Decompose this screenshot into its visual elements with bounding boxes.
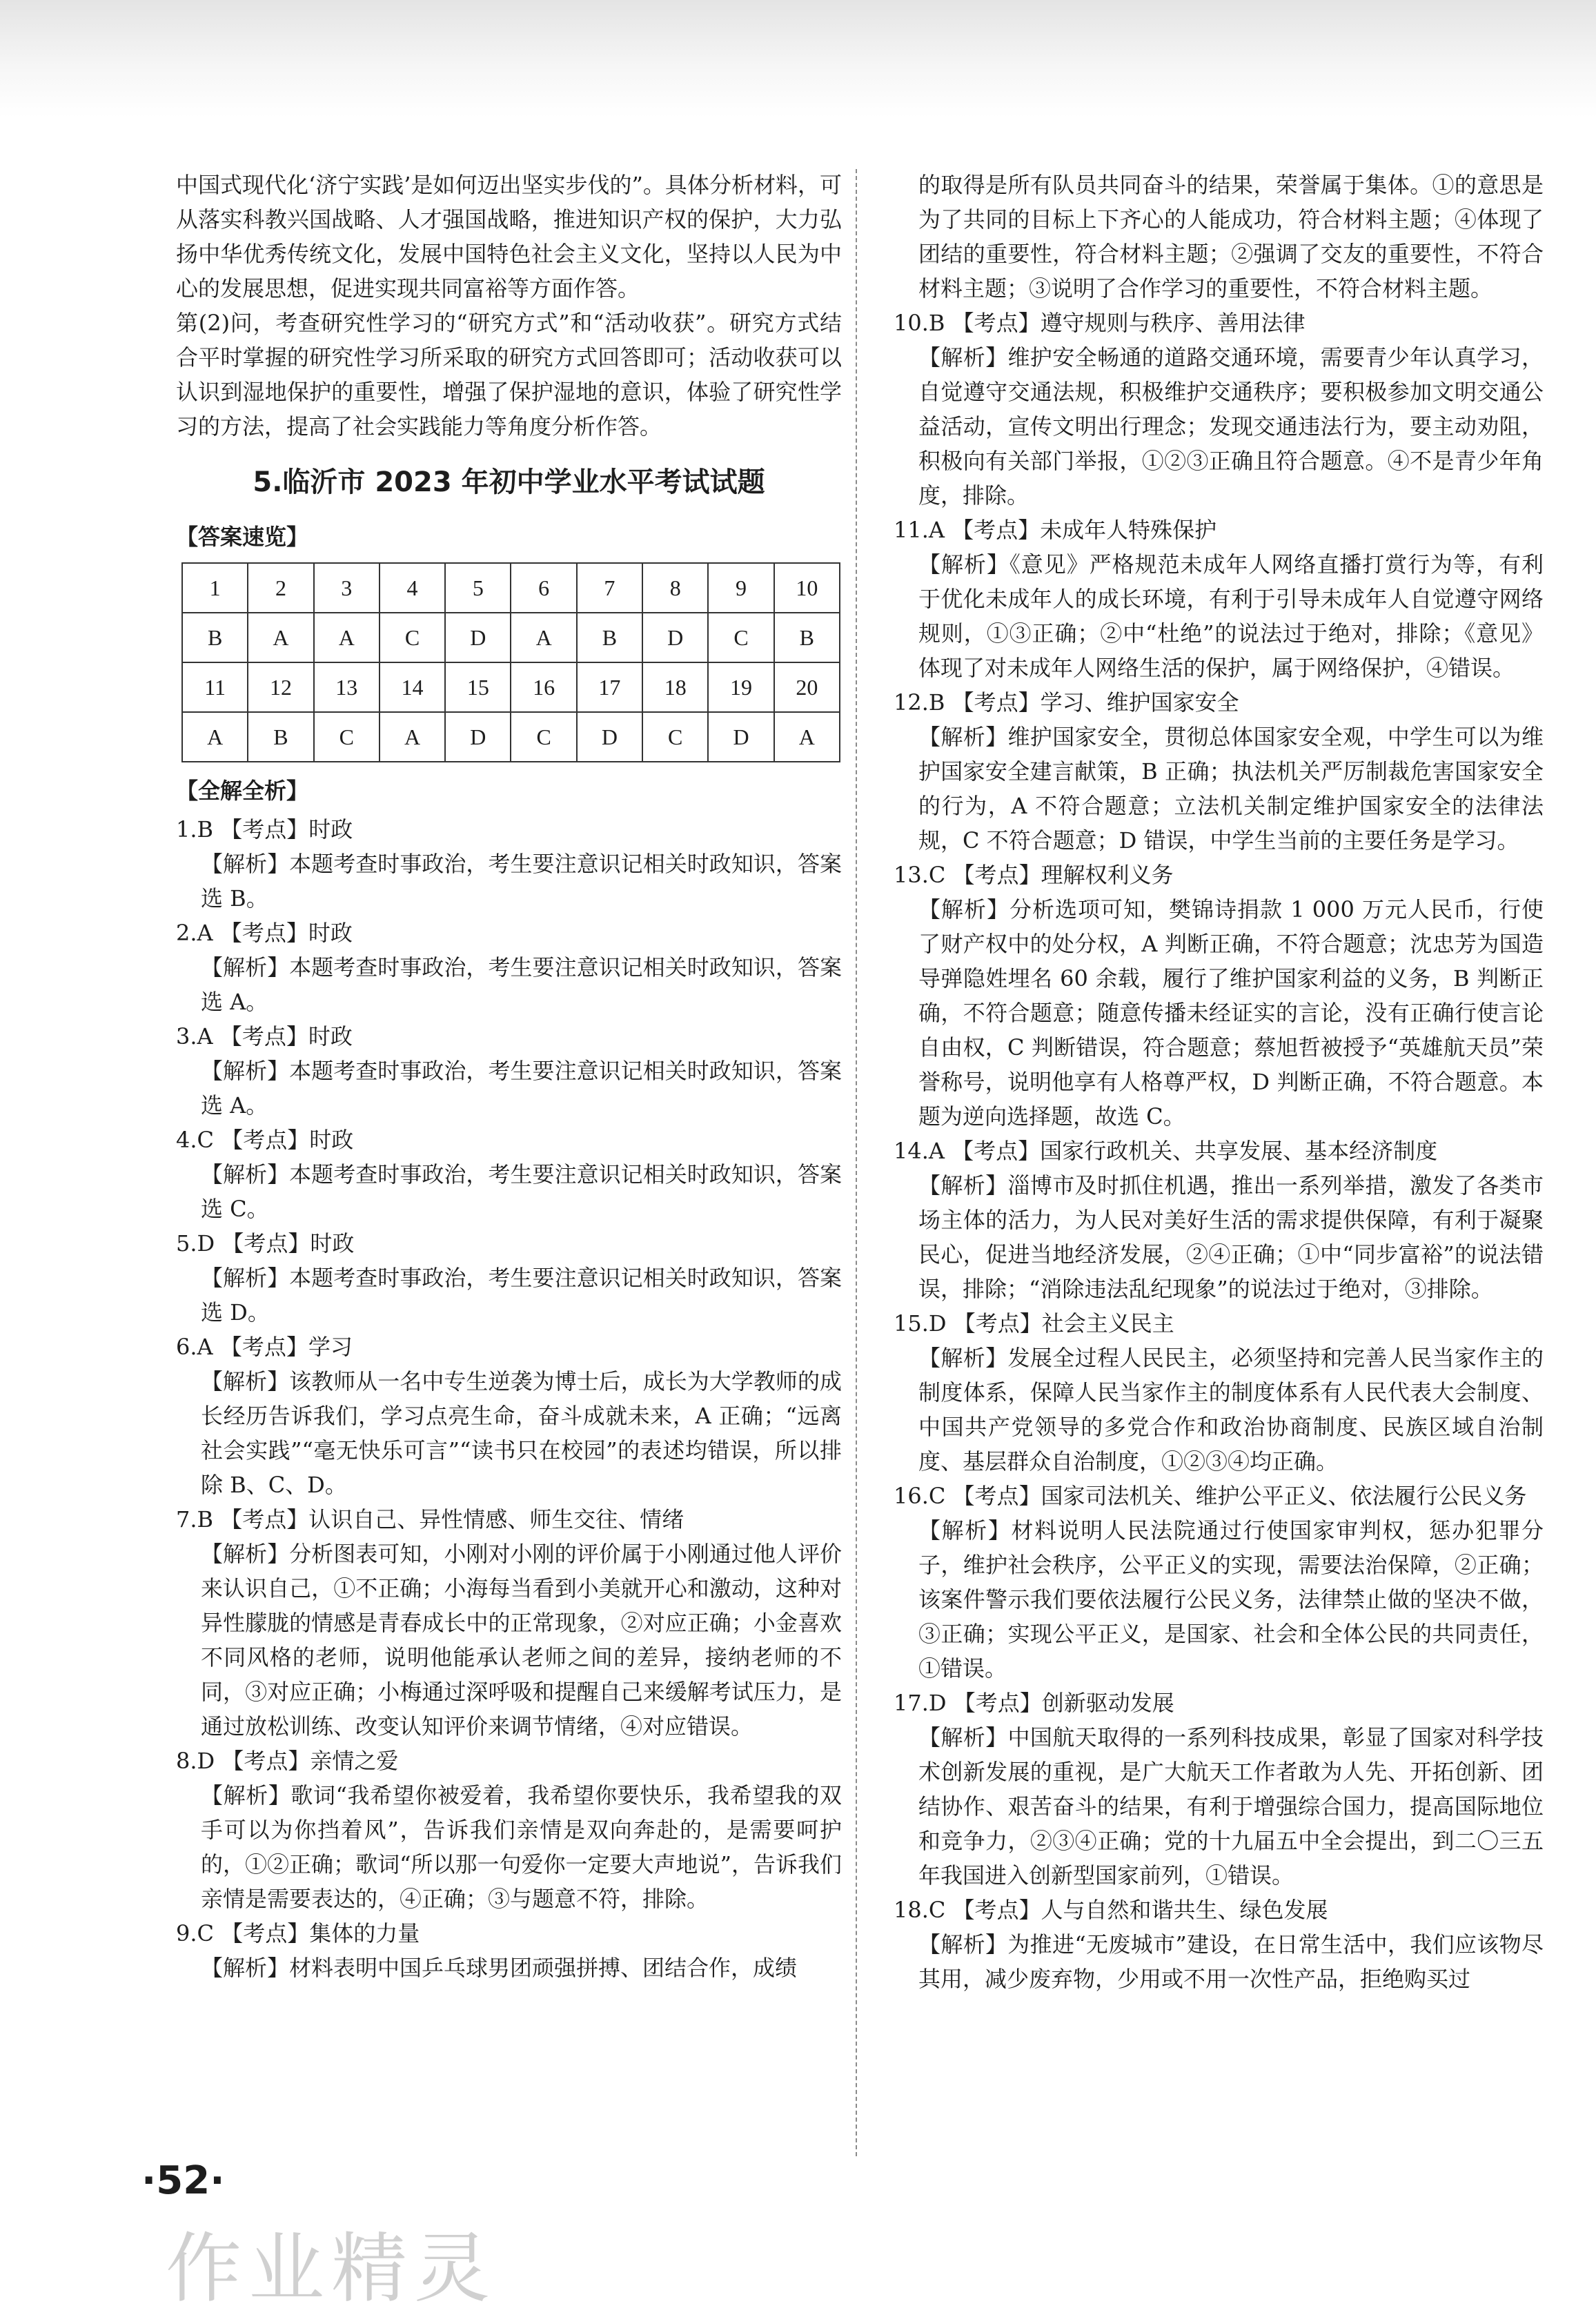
table-cell: 20 [774,662,840,712]
question-head: 18.C 【考点】人与自然和谐共生、绿色发展 [894,1897,1328,1923]
table-cell: 1 [182,563,248,613]
question-analysis: 【解析】本题考查时事政治，考生要注意识记相关时政知识，答案选 A。 [201,1058,842,1118]
question-head: 2.A 【考点】时政 [176,920,353,946]
question-item [176,1226,842,1330]
answer-table-row [182,712,840,762]
question-item [176,1916,842,1985]
right-column [894,168,1544,1996]
column-divider [856,169,857,2156]
question-head: 10.B 【考点】遵守规则与秩序、善用法律 [894,310,1306,336]
question-head: 8.D 【考点】亲情之爱 [176,1748,399,1774]
question-item [894,1893,1544,1996]
table-cell: 11 [182,662,248,712]
intro-paragraph-2: 第(2)问，考查研究性学习的“研究方式”和“活动收获”。研究方式结合平时掌握的研究性学习所采取的研究方式回答即可；活动收获可以认识到湿地保护的重要性，增强了保护湿地的意识，体验了研究性学习的方法，提高了社会实践能力等角度分析作答。 [176,310,842,440]
table-cell: D [577,712,642,762]
question-analysis: 【解析】分析选项可知，樊锦诗捐款 1 000 万元人民币，行使了财产权中的处分权，A 判断正确，不符合题意；沈忠芳为国造导弹隐姓埋名 60 余载，履行了维护国家利益的义务，B 判断正确，不符合题意；随意传播未经证实的言论，没有正确行使言论自由权，C 判断错误，符合题意；蔡旭哲被授予“英雄航天员”荣誉称号，说明他享有人格尊严权，D 判断正确，不符合题意。本题为逆向选择题，故选 C。 [918,896,1544,1130]
question-item [176,1123,842,1226]
table-cell: 12 [248,662,313,712]
page-number: ·52· [141,2158,225,2203]
question-head: 11.A 【考点】未成年人特殊保护 [894,517,1217,543]
question-item [176,812,842,916]
table-cell: A [380,712,445,762]
question-analysis: 【解析】材料说明人民法院通过行使国家审判权，惩办犯罪分子，维护社会秩序，公平正义的实现，需要法治保障，②正确；该案件警示我们要依法履行公民义务，法律禁止做的坚决不做，③正确；实现公平正义，是国家、社会和全体公民的共同责任，①错误。 [918,1517,1544,1682]
table-cell: 18 [642,662,708,712]
question-analysis: 【解析】为推进“无废城市”建设，在日常生活中，我们应该物尽其用，减少废弃物，少用或不用一次性产品，拒绝购买过 [918,1931,1544,1992]
question-analysis: 【解析】材料表明中国乒乓球男团顽强拼搏、团结合作，成绩 [201,1955,798,1981]
table-cell: 19 [708,662,774,712]
question-analysis: 【解析】本题考查时事政治，考生要注意识记相关时政知识，答案选 C。 [201,1161,842,1222]
question-item [894,1479,1544,1686]
answer-table-row [182,563,840,613]
question-item [894,306,1544,513]
table-cell: B [577,613,642,662]
table-cell: A [182,712,248,762]
question-analysis: 【解析】歌词“我希望你被爱着，我希望你要快乐，我希望我的双手可以为你挡着风”，告诉我们亲情是双向奔赴的，是需要呵护的，①②正确；歌词“所以那一句爱你一定要大声地说”，告诉我们亲情是需要表达的，④正确；③与题意不符，排除。 [201,1782,842,1912]
question-analysis: 【解析】该教师从一名中专生逆袭为博士后，成长为大学教师的成长经历告诉我们，学习点亮生命，奋斗成就未来，A 正确；“远离社会实践”“毫无快乐可言”“读书只在校园”的表述均错误，所以排除 B、C、D。 [201,1368,842,1498]
watermark-logo: 作业精灵 [166,2225,497,2313]
question-analysis: 【解析】淄博市及时抓住机遇，推出一系列举措，激发了各类市场主体的活力，为人民对美好生活的需求提供保障，有利于凝聚民心，促进当地经济发展，②④正确；①中“同步富裕”的说法错误，排除；“消除违法乱纪现象”的说法过于绝对，③排除。 [918,1172,1544,1302]
question-item [176,1502,842,1744]
question-item [894,1134,1544,1306]
table-cell: D [445,712,511,762]
question-head: 4.C 【考点】时政 [176,1127,354,1153]
table-cell: 14 [380,662,445,712]
question-head: 14.A 【考点】国家行政机关、共享发展、基本经济制度 [894,1138,1438,1164]
table-cell: 2 [248,563,313,613]
exam-title: 5.临沂市 2023 年初中学业水平考试试题 [253,466,765,498]
table-cell: D [445,613,511,662]
question-item [176,1019,842,1123]
question-head: 9.C 【考点】集体的力量 [176,1920,420,1946]
answer-table-row [182,662,840,712]
table-cell: 10 [774,563,840,613]
table-cell: C [380,613,445,662]
table-cell: 7 [577,563,642,613]
table-cell: 16 [511,662,576,712]
answer-table [181,562,840,762]
left-column [176,168,842,1985]
table-cell: 6 [511,563,576,613]
question-analysis: 【解析】中国航天取得的一系列科技成果，彰显了国家对科学技术创新发展的重视，是广大航天工作者敢为人先、开拓创新、团结协作、艰苦奋斗的结果，有利于增强综合国力，提高国际地位和竞争力，②③④正确；党的十九届五中全会提出，到二〇三五年我国进入创新型国家前列，①错误。 [918,1724,1544,1889]
scan-top-shade [0,0,1596,117]
table-cell: A [774,712,840,762]
table-cell: C [708,613,774,662]
table-cell: B [248,712,313,762]
table-cell: C [642,712,708,762]
table-cell: A [511,613,576,662]
question-head: 7.B 【考点】认识自己、异性情感、师生交往、情绪 [176,1506,684,1532]
question-head: 12.B 【考点】学习、维护国家安全 [894,689,1239,716]
intro-paragraph-1: 中国式现代化‘济宁实践’是如何迈出坚实步伐的”。具体分析材料，可从落实科教兴国战略、人才强国战略，推进知识产权的保护，大力弘扬中华优秀传统文化，发展中国特色社会主义文化，坚持以人民为中心的发展思想，促进实现共同富裕等方面作答。 [176,172,842,302]
question-item [894,858,1544,1134]
question-analysis: 【解析】分析图表可知，小刚对小刚的评价属于小刚通过他人评价来认识自己，①不正确；小海每当看到小美就开心和激动，这种对异性朦胧的情感是青春成长中的正常现象，②对应正确；小金喜欢不同风格的老师，说明他能承认老师之间的差异，接纳老师的不同，③对应正确；小梅通过深呼吸和提醒自己来缓解考试压力，是通过放松训练、改变认知评价来调节情绪，④对应错误。 [201,1541,842,1739]
question-head: 1.B 【考点】时政 [176,816,353,842]
question-item [894,1306,1544,1479]
question-item [894,1686,1544,1893]
table-cell: 15 [445,662,511,712]
question-analysis: 【解析】维护安全畅通的道路交通环境，需要青少年认真学习，自觉遵守交通法规，积极维护交通秩序；要积极参加文明交通公益活动，宣传文明出行理念；发现交通违法行为，要主动劝阻，积极向有关部门举报，①②③正确且符合题意。④不是青少年角度，排除。 [918,344,1544,509]
table-cell: 5 [445,563,511,613]
table-cell: D [708,712,774,762]
question-item [176,1330,842,1502]
question-item [894,513,1544,685]
question-head: 13.C 【考点】理解权利义务 [894,862,1174,888]
question-item [176,916,842,1019]
table-cell: C [314,712,380,762]
question-head: 16.C 【考点】国家司法机关、维护公平正义、依法履行公民义务 [894,1483,1527,1509]
table-cell: 13 [314,662,380,712]
answers-heading: 【答案速览】 [176,524,309,550]
question-analysis: 【解析】发展全过程人民民主，必须坚持和完善人民当家作主的制度体系，保障人民当家作主的制度体系有人民代表大会制度、中国共产党领导的多党合作和政治协商制度、民族区域自治制度、基层群众自治制度，①②③④均正确。 [918,1345,1544,1475]
question-head: 5.D 【考点】时政 [176,1230,355,1256]
question-analysis: 【解析】《意见》严格规范未成年人网络直播打赏行为等，有利于优化未成年人的成长环境，有利于引导未成年人自觉遵守网络规则，①③正确；②中“杜绝”的说法过于绝对，排除；《意见》体现了对未成年人网络生活的保护，属于网络保护，④错误。 [918,551,1544,681]
table-cell: 9 [708,563,774,613]
table-cell: B [182,613,248,662]
table-cell: C [511,712,576,762]
question-head: 6.A 【考点】学习 [176,1334,353,1360]
question-head: 17.D 【考点】创新驱动发展 [894,1690,1174,1716]
question-head: 15.D 【考点】社会主义民主 [894,1310,1174,1337]
answer-table-row [182,613,840,662]
table-cell: A [248,613,313,662]
question-item [894,685,1544,858]
question-head: 3.A 【考点】时政 [176,1023,353,1049]
question-analysis: 【解析】本题考查时事政治，考生要注意识记相关时政知识，答案选 D。 [201,1265,842,1325]
question-item [176,1744,842,1916]
table-cell: 3 [314,563,380,613]
question-analysis: 【解析】维护国家安全，贯彻总体国家安全观，中学生可以为维护国家安全建言献策，B 正确；执法机关严厉制裁危害国家安全的行为，A 不符合题意；立法机关制定维护国家安全的法律法规，C 不符合题意；D 错误，中学生当前的主要任务是学习。 [918,724,1544,854]
table-cell: A [314,613,380,662]
table-cell: B [774,613,840,662]
continued-analysis: 的取得是所有队员共同奋斗的结果，荣誉属于集体。①的意思是为了共同的目标上下齐心的人能成功，符合材料主题；④体现了团结的重要性，符合材料主题；②强调了交友的重要性，不符合材料主题；③说明了合作学习的重要性，不符合材料主题。 [918,172,1544,302]
question-analysis: 【解析】本题考查时事政治，考生要注意识记相关时政知识，答案选 A。 [201,954,842,1015]
question-analysis: 【解析】本题考查时事政治，考生要注意识记相关时政知识，答案选 B。 [201,851,842,911]
table-cell: 8 [642,563,708,613]
analysis-heading: 【全解全析】 [176,778,309,804]
table-cell: 4 [380,563,445,613]
table-cell: 17 [577,662,642,712]
table-cell: D [642,613,708,662]
